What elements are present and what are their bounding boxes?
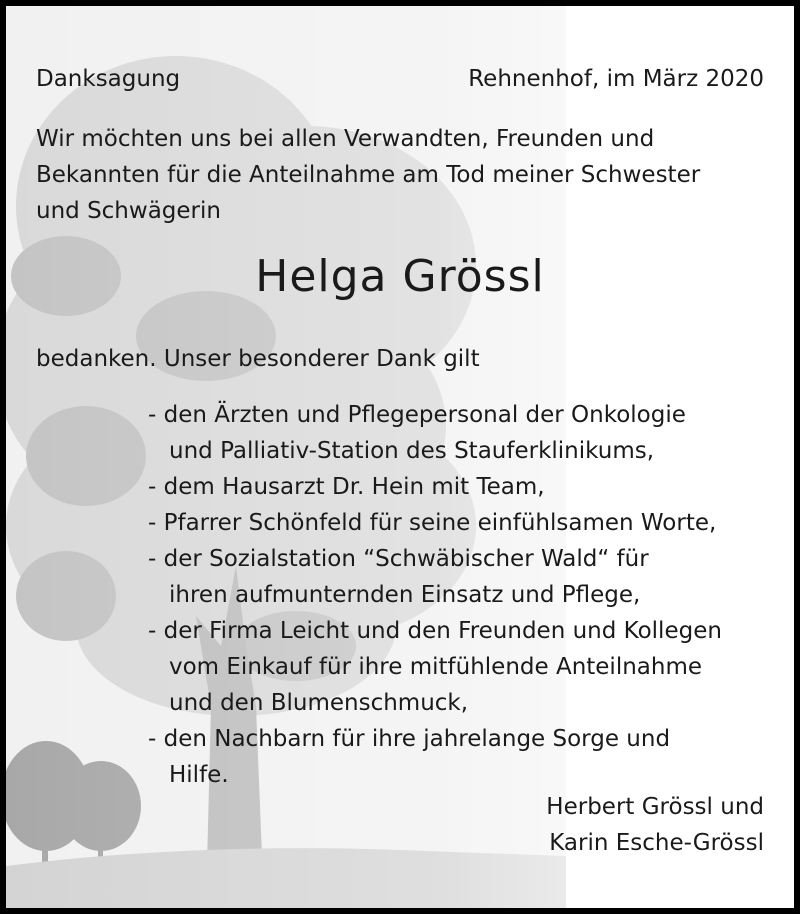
signature-line: Herbert Grössl und <box>546 794 764 820</box>
thanks-list <box>148 397 722 793</box>
list-item: - den Nachbarn für ihre jahrelange Sorge und <box>148 726 671 752</box>
list-item: - der Firma Leicht und den Freunden und Kollegen <box>148 618 722 644</box>
intro-line: Bekannten für die Anteilnahme am Tod meiner Schwester <box>36 162 701 188</box>
signatures <box>546 789 764 861</box>
list-item: - der Sozialstation “Schwäbischer Wald“ für <box>148 546 649 572</box>
place-date: Rehnenhof, im März 2020 <box>468 66 764 92</box>
intro-paragraph <box>36 121 700 229</box>
thanks-intro: bedanken. Unser besonderer Dank gilt <box>36 346 480 372</box>
list-item-continuation: und Palliativ-Station des Stauferklinikums, <box>169 438 655 464</box>
heading: Danksagung <box>36 66 181 92</box>
list-item: - Pfarrer Schönfeld für seine einfühlsamen Worte, <box>148 510 717 536</box>
list-item-continuation: Hilfe. <box>169 762 229 788</box>
signature-line: Karin Esche-Grössl <box>549 830 764 856</box>
list-item-continuation: vom Einkauf für ihre mitfühlende Anteilnahme <box>169 654 703 680</box>
list-item-continuation: ihren aufmunternden Einsatz und Pflege, <box>169 582 641 608</box>
list-item: - den Ärzten und Pflegepersonal der Onkologie <box>148 402 686 428</box>
list-item: - dem Hausarzt Dr. Hein mit Team, <box>148 474 545 500</box>
list-item-continuation: und den Blumenschmuck, <box>169 690 469 716</box>
deceased-name: Helga Grössl <box>255 251 545 302</box>
intro-line: und Schwägerin <box>36 198 221 224</box>
intro-line: Wir möchten uns bei allen Verwandten, Freunden und <box>36 126 655 152</box>
